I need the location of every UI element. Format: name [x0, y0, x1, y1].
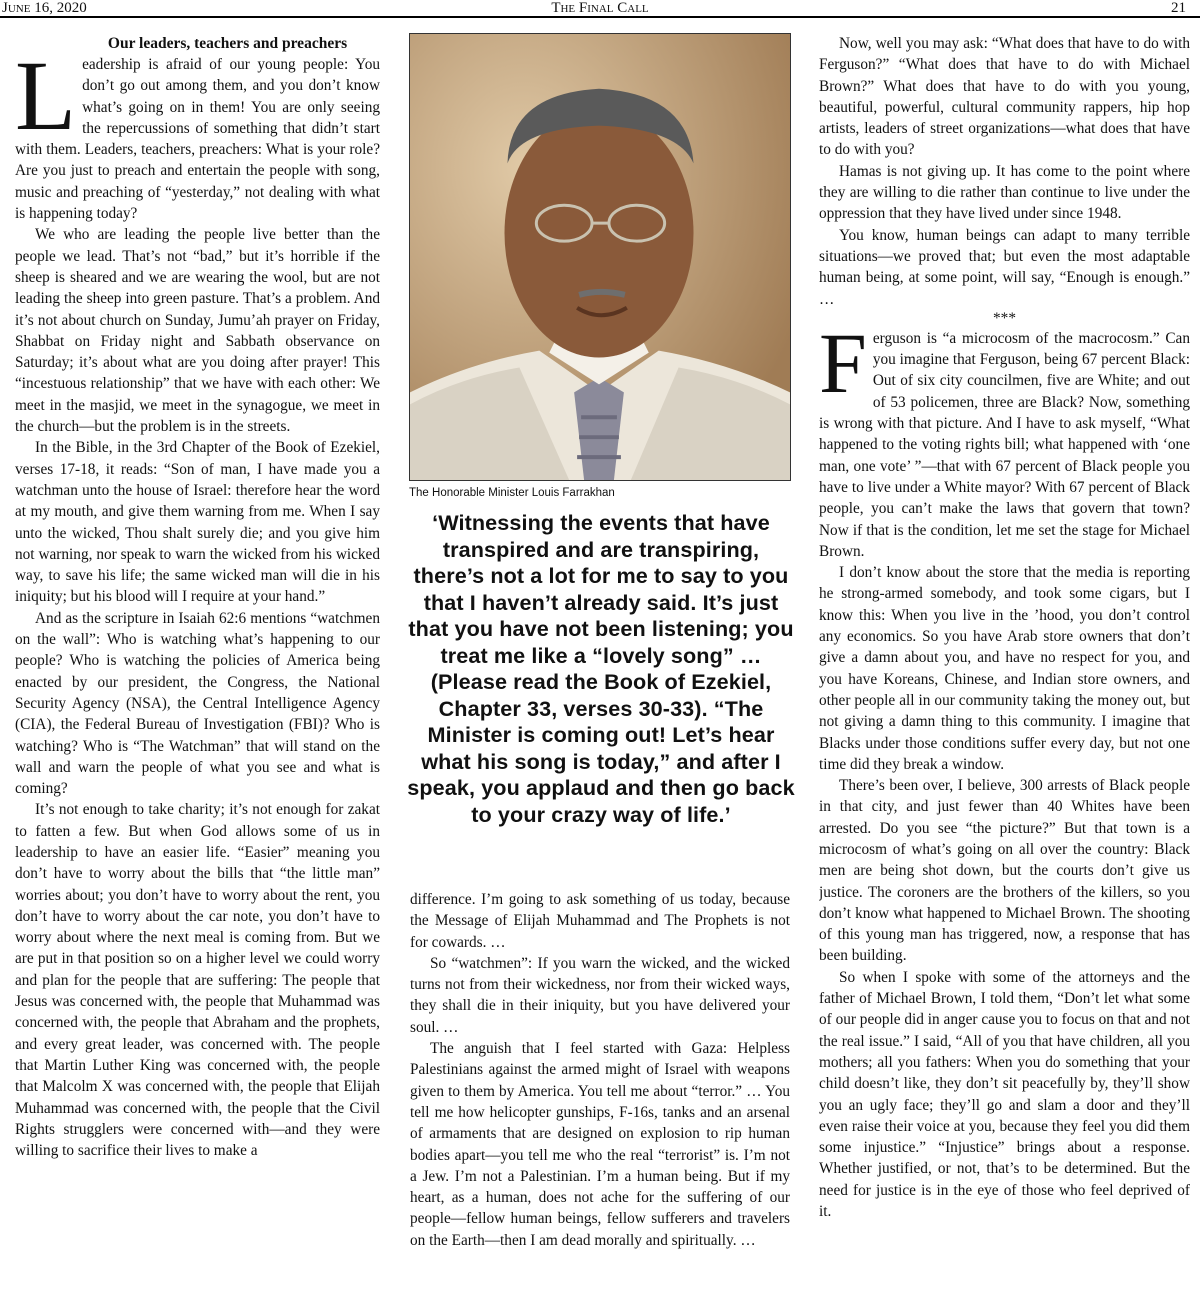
article-paragraph: In the Bible, in the 3rd Chapter of the Book of Ezekiel, verses 17-18, it reads: “Son of man, I have made you a watchman unto the house of Israel: therefore hear the word at my mouth, and give them warning from me. When I say unto the wicked, Thou shalt surely die; and you give him not warning, nor speak to warn the wicked from his wicked way, to save his life; the same wicked man will die in his iniquity; but his blood will I require at your hand.” [15, 439, 380, 606]
issue-date: June 16, 2020 [2, 0, 87, 16]
article-column-1 [15, 33, 380, 1295]
page-number: 21 [1171, 0, 1186, 16]
article-paragraph: The anguish that I feel started with Gaza: Helpless Palestinians against the armed might of Israel with weapons given to them by America. You tell me about “terror.” … You tell me how helicopter gunships, F-16s, tanks and an arsenal of armaments that are designed on explosion to rip human bodies apart—you tell me who the real “terrorist” is. I’m not a Jew. I’m not a Palestinian. I’m a human being. But if my heart, as a human, does not ache for the suffering of our people—fellow human beings, fellow sufferers and travelers on the Earth—then I am dead morally and spiritually. … [410, 1040, 790, 1249]
portrait-photo [409, 33, 791, 481]
article-paragraph: And as the scripture in Isaiah 62:6 mentions “watchmen on the wall”: Who is watching what’s happening to our people? Who is watching the policies of America being enacted by our president, the Congress, the National Security Agency (NSA), the Central Intelligence Agency (CIA), the Federal Bureau of Investigation (FBI)? Who is watching? Who is “The Watchman” that will stand on the wall and warn the people of what you see and what is coming? [15, 609, 380, 798]
photo-caption: The Honorable Minister Louis Farrakhan [409, 487, 615, 499]
article-paragraph: There’s been over, I believe, 300 arrests of Black people in that city, and just fewer than 40 Whites have been arrested. Do you see “the picture?” But that town is a microcosm of what’s going on all over the country: Black men are being shot down, but the courts don’t give us justice. The coroners are the brothers of the killers, so you don’t know what happened to Michael Brown. The shooting of this young man has triggered, now, a response that has been building. [819, 777, 1190, 965]
article-column-2 [410, 889, 790, 1295]
paragraph-text: eadership is afraid of our young people: You don’t go out among them, and you don’t know what’s going on in them! You are only seeing the repercussions of something that didn’t start with them. Leaders, teachers, preachers: What is your role? Are you just to preach and entertain the people with song, music and preaching of “yesterday,” not dealing with what is happening today? [15, 56, 380, 223]
masthead [0, 0, 1200, 18]
article-paragraph: It’s not enough to take charity; it’s not enough for zakat to fatten a few. But when God allows some of us in leadership to have an easier life. “Easier” meaning you don’t have to worry about the bills that “the little man” worries about; you don’t have to worry about the rent, you don’t have to worry about the car note, you don’t have to worry about where the next meal is coming from. But we are put in that position so on a higher level we could worry and plan for the people that are suffering: The people that Jesus was concerned with, the people that Muhammad was concerned with, the people that Abraham and the prophets, and every great leader, was concerned with. The people that Martin Luther King was concerned with, the people that Malcolm X was concerned with, the people that Elijah Muhammad was concerned with, the people that the Civil Rights strugglers were concerned with—and they were willing to sacrifice their lives to make a [15, 801, 380, 1160]
article-paragraph: Hamas is not giving up. It has come to the point where they are willing to die rather than continue to live under the oppression that they have lived under since 1948. [819, 162, 1190, 223]
publication-name: The Final Call [551, 0, 649, 16]
article-paragraph: difference. I’m going to ask something of us today, because the Message of Elijah Muhammad and The Prophets is not for cowards. … [410, 891, 790, 951]
article-paragraph [819, 314, 1190, 562]
article-paragraph: So when I spoke with some of the attorneys and the father of Michael Brown, I told them, “Don’t let what some of our people did in anger cause you to focus on that and not the real issue.” I said, “All of you that have children, all you mothers; all you fathers: When you do something that your child doesn’t like, they don’t sit peacefully by, they’ll show you an ugly face; they’ll go and slam a door and they’ll even raise their voice at you, because they feel you did them some injustice.” “Injustice” brings about a response. Whether justified, or not, that’s to be determined. But the need for justice is in the eye of those who feel deprived of it. [819, 968, 1190, 1221]
drop-cap: L [15, 40, 77, 151]
article-paragraph: We who are leading the people live better than the people we lead. That’s not “bad,” but it’s horrible if the sheep is sheared and we are wearing the wool, but are not leading the sheep into green pasture. That’s a problem. And it’s not about church on Sunday, Jumu’ah prayer on Friday, Shabbat on Friday night and Sabbath observance on Saturday; it’s about what are you doing after prayer! This “incestuous relationship” that we have with each other: We meet in the masjid, we meet in the synagogue, we meet in the church—but the problem is in the streets. [15, 226, 380, 436]
article-paragraph: So “watchmen”: If you warn the wicked, and the wicked turns not from their wickedness, nor from their wicked ways, they shall die in their iniquity, but you have delivered your soul. … [410, 954, 790, 1036]
article-paragraph: I don’t know about the store that the media is reporting he strong-armed somebody, and took some cigars, but I know this: When you live in the ’hood, you don’t control any economics. So you have Arab store owners that don’t give a damn about you, and have no respect for you, and you have Koreans, Chinese, and Indian store owners, and other people all in our community taking the money out, but not giving a damn thing to this community. I imagine that Blacks under those conditions suffer every day, but not one time did they break a window. [819, 564, 1190, 773]
pull-quote: ‘Witnessing the events that have transpired and are transpiring, there’s not a lot for me to say to you that I haven’t already said. It’s just that you have not been listening; you treat me like a “lovely song” … (Please read the Book of Ezekiel, Chapter 33, verses 30-33). “The Minister is coming out! Let’s hear what his song is today,” and after I speak, you applaud and then go back to your crazy way of life.’ [407, 510, 795, 827]
portrait-illustration [410, 34, 790, 480]
paragraph-text: erguson is “a microcosm of the macrocosm.” Can you imagine that Ferguson, being 67 percent Black: Out of six city councilmen, five are White; and out of 53 policemen, three are Black? Now, something is wrong with that picture. And I have to ask myself, “What happened to the voting rights bill; what happened with ‘one man, one vote’ ”—that with 67 percent of Black people you have to live under a White mayor? With 67 percent of Black people, you can’t make the laws that govern that town? Now if that is the condition, let me set the stage for Michael Brown. [819, 329, 1190, 560]
article-paragraph: You know, human beings can adapt to many terrible situations—we proved that; but even the most adaptable human being, at some point, will say, “Enough is enough.” … [819, 226, 1190, 308]
section-subhead: Our leaders, teachers and preachers [107, 35, 348, 52]
section-separator: *** [993, 309, 1016, 327]
article-paragraph: Now, well you may ask: “What does that have to do with Ferguson?” “What does that have to do with Michael Brown?” What does that have to do with you young, beautiful, powerful, cultural community rappers, hip hop artists, leaders of street organizations—what does that have to do with you? [819, 35, 1190, 159]
article-column-3 [819, 33, 1190, 1295]
drop-cap: F [819, 314, 867, 411]
